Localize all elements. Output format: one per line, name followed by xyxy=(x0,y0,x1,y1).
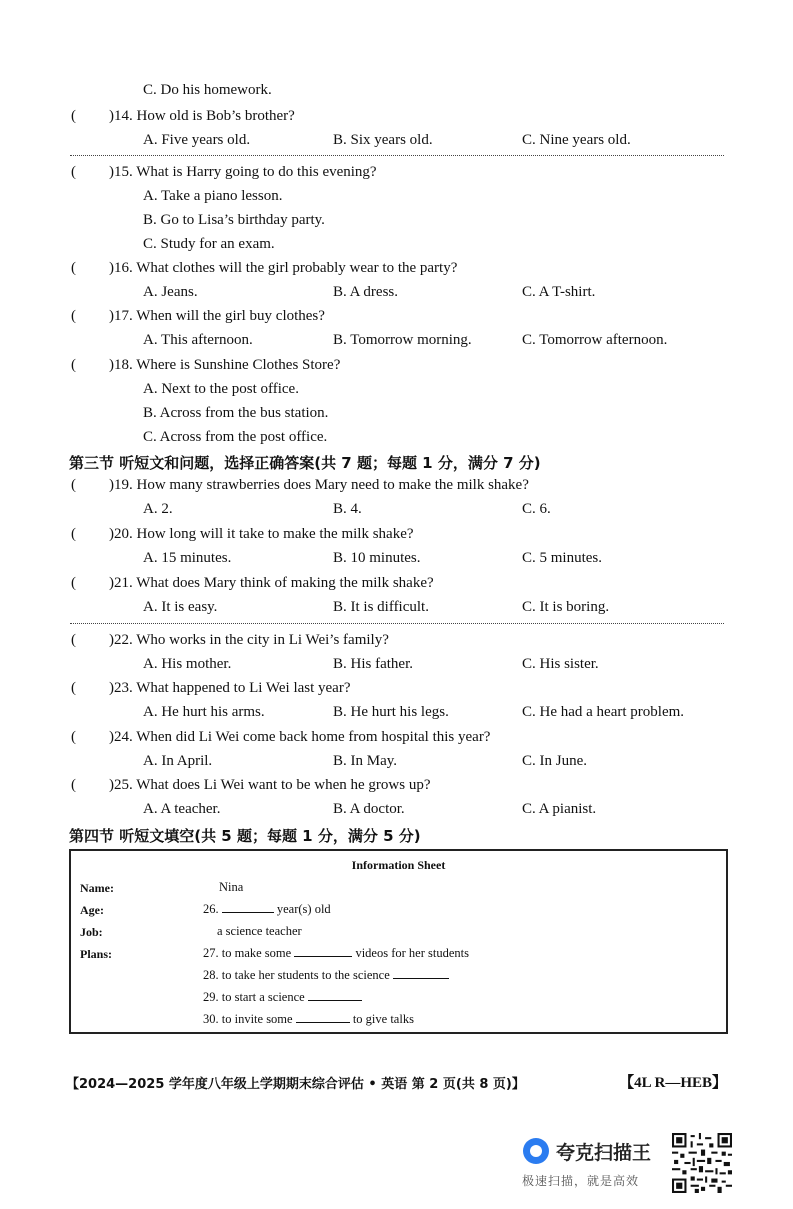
answer-paren: ( xyxy=(71,729,76,745)
plan-30 xyxy=(203,1012,414,1027)
q20-text: )20. How long will it take to make the milk shake? xyxy=(109,526,414,542)
q23-option-c: C. He had a heart problem. xyxy=(522,704,685,720)
plan-27-suffix: videos for her students xyxy=(355,946,469,960)
q15-option-b: B. Go to Lisa’s birthday party. xyxy=(143,212,325,228)
q15-option-a: A. Take a piano lesson. xyxy=(143,188,283,204)
section-4-heading: 第四节 听短文填空(共 5 题；每题 1 分，满分 5 分) xyxy=(69,827,421,845)
q14-text: )14. How old is Bob’s brother? xyxy=(109,108,295,124)
plan-30-prefix: 30. to invite some xyxy=(203,1012,293,1026)
q19-option-a: A. 2. xyxy=(143,501,173,517)
q16-text: )16. What clothes will the girl probably wear to the party? xyxy=(109,260,458,276)
answer-paren: ( xyxy=(71,357,76,373)
q24-text: )24. When did Li Wei come back home from hospital this year? xyxy=(109,729,491,745)
divider xyxy=(70,623,724,624)
q23-text: )23. What happened to Li Wei last year? xyxy=(109,680,351,696)
q16-option-b: B. A dress. xyxy=(333,284,399,300)
section-3-heading: 第三节 听短文和问题，选择正确答案(共 7 题；每题 1 分，满分 7 分) xyxy=(69,454,541,472)
q17-option-a: A. This afternoon. xyxy=(143,332,253,348)
q15-text: )15. What is Harry going to do this evening? xyxy=(109,164,377,180)
answer-paren: ( xyxy=(71,108,76,124)
plan-27 xyxy=(203,946,469,961)
q20-option-b: B. 10 minutes. xyxy=(333,550,421,566)
answer-paren: ( xyxy=(71,680,76,696)
q20-option-a: A. 15 minutes. xyxy=(143,550,232,566)
plans-label: Plans: xyxy=(80,947,113,961)
q23-option-b: B. He hurt his legs. xyxy=(333,704,449,720)
q22-option-c: C. His sister. xyxy=(522,656,599,672)
divider xyxy=(70,155,724,156)
q17-text: )17. When will the girl buy clothes? xyxy=(109,308,325,324)
plan-28-blank[interactable] xyxy=(393,968,449,979)
q24-option-c: C. In June. xyxy=(522,753,587,769)
q22-option-b: B. His father. xyxy=(333,656,413,672)
q18-text: )18. Where is Sunshine Clothes Store? xyxy=(109,357,341,373)
age-line xyxy=(203,902,331,917)
q23-option-a: A. He hurt his arms. xyxy=(143,704,265,720)
answer-paren: ( xyxy=(71,526,76,542)
age-blank[interactable] xyxy=(222,902,274,913)
job-value: a science teacher xyxy=(217,924,302,938)
q24-option-a: A. In April. xyxy=(143,753,213,769)
q14-option-c: C. Nine years old. xyxy=(522,132,631,148)
q19-text: )19. How many strawberries does Mary need to make the milk shake? xyxy=(109,477,529,493)
scanner-watermark xyxy=(520,1134,670,1194)
information-sheet xyxy=(69,849,728,1034)
q19-option-b: B. 4. xyxy=(333,501,362,517)
q18-option-b: B. Across from the bus station. xyxy=(143,405,329,421)
sheet-title: Information Sheet xyxy=(351,858,446,872)
q18-option-a: A. Next to the post office. xyxy=(143,381,299,397)
answer-paren: ( xyxy=(71,164,76,180)
q19-option-c: C. 6. xyxy=(522,501,551,517)
q14-option-b: B. Six years old. xyxy=(333,132,433,148)
answer-paren: ( xyxy=(71,632,76,648)
plan-30-suffix: to give talks xyxy=(352,1012,414,1026)
answer-paren: ( xyxy=(71,575,76,591)
q25-option-c: C. A pianist. xyxy=(522,801,597,817)
q22-text: )22. Who works in the city in Li Wei’s family? xyxy=(109,632,389,648)
q13-option-c: C. Do his homework. xyxy=(143,82,272,98)
q16-option-c: C. A T-shirt. xyxy=(522,284,596,300)
age-suffix: year(s) old xyxy=(276,902,331,916)
watermark-tagline: 极速扫描，就是高效 xyxy=(522,1174,640,1188)
q14-option-a: A. Five years old. xyxy=(143,132,251,148)
q21-option-c: C. It is boring. xyxy=(522,599,610,615)
q25-text: )25. What does Li Wei want to be when he grows up? xyxy=(109,777,431,793)
q25-option-b: B. A doctor. xyxy=(333,801,405,817)
quark-logo-icon xyxy=(523,1138,549,1164)
job-label: Job: xyxy=(80,925,103,939)
q17-option-c: C. Tomorrow afternoon. xyxy=(522,332,668,348)
q21-text: )21. What does Mary think of making the milk shake? xyxy=(109,575,434,591)
plan-28 xyxy=(203,968,449,983)
q21-option-b: B. It is difficult. xyxy=(333,599,429,615)
name-value: Nina xyxy=(219,880,244,894)
q15-option-c: C. Study for an exam. xyxy=(143,236,275,252)
plan-27-prefix: 27. to make some xyxy=(203,946,292,960)
plan-28-prefix: 28. to take her students to the science xyxy=(203,968,390,982)
q25-option-a: A. A teacher. xyxy=(143,801,221,817)
q20-option-c: C. 5 minutes. xyxy=(522,550,603,566)
answer-paren: ( xyxy=(71,260,76,276)
plan-29 xyxy=(203,990,362,1005)
name-label: Name: xyxy=(80,881,114,895)
q17-option-b: B. Tomorrow morning. xyxy=(333,332,472,348)
age-label: Age: xyxy=(80,903,104,917)
answer-paren: ( xyxy=(71,477,76,493)
answer-paren: ( xyxy=(71,308,76,324)
q18-option-c: C. Across from the post office. xyxy=(143,429,328,445)
q24-option-b: B. In May. xyxy=(333,753,398,769)
plan-30-blank[interactable] xyxy=(296,1012,350,1023)
plan-29-prefix: 29. to start a science xyxy=(203,990,305,1004)
page-footer: 【2024—2025 学年度八年级上学期期末综合评估 • 英语 第 2 页(共 8 页)】 xyxy=(66,1077,525,1092)
q21-option-a: A. It is easy. xyxy=(143,599,218,615)
watermark-name: 夸克扫描王 xyxy=(556,1142,652,1164)
q16-option-a: A. Jeans. xyxy=(143,284,198,300)
answer-paren: ( xyxy=(71,777,76,793)
plan-27-blank[interactable] xyxy=(294,946,352,957)
paper-code: 【4L R—HEB】 xyxy=(619,1075,727,1091)
qr-code-icon xyxy=(672,1133,732,1193)
plan-29-blank[interactable] xyxy=(308,990,362,1001)
age-prefix: 26. xyxy=(203,902,219,916)
q22-option-a: A. His mother. xyxy=(143,656,232,672)
